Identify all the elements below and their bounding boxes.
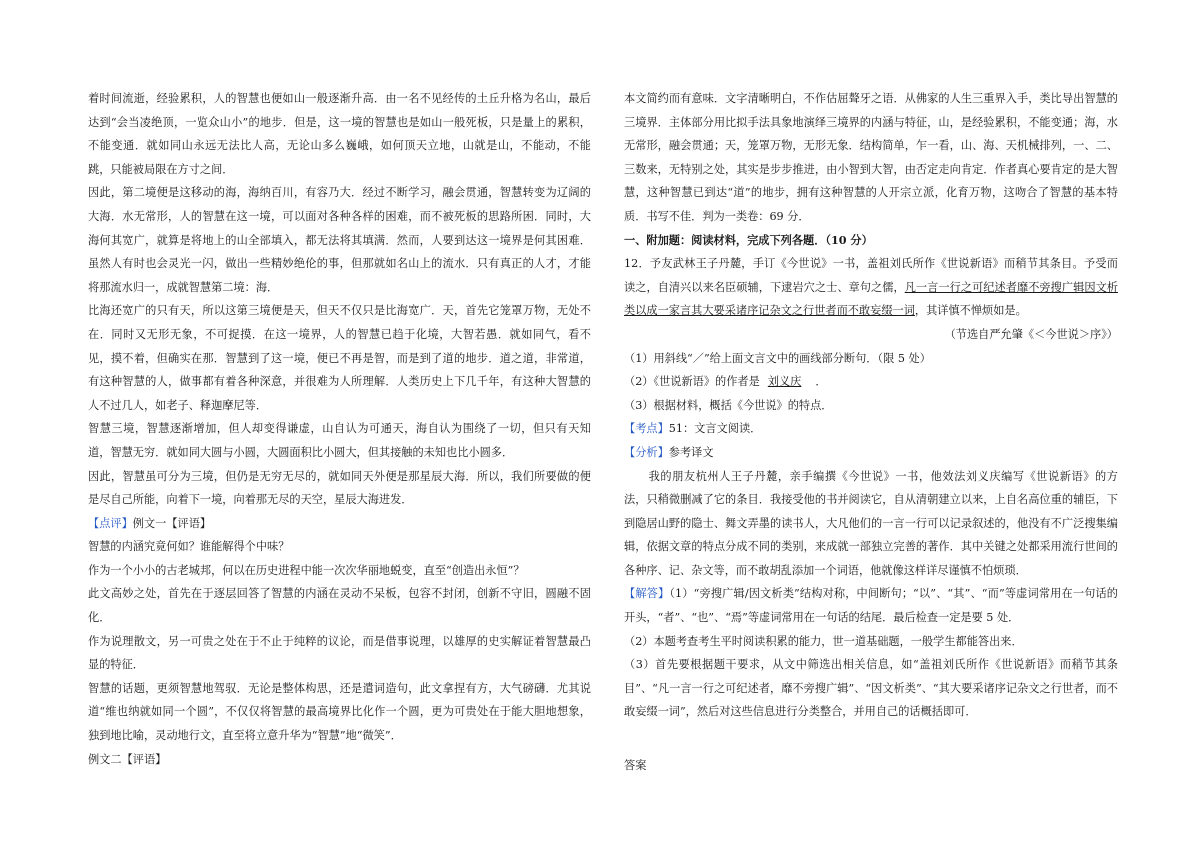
sub-question-3: （3）根据材料，概括《今世说》的特点． <box>624 398 833 412</box>
fenxi-tag: 【分析】 <box>624 445 669 459</box>
comment-paragraph-3: 此文高妙之处，首先在于逐层回答了智慧的内涵在灵动不呆板，包容不封闭，创新不守旧，圆融不固化． <box>88 587 591 625</box>
comment-paragraph-4: 作为说理散文，另一可贵之处在于不止于纯粹的议论，而是借事说理，以雄厚的史实解证着智慧最凸显的特征． <box>88 634 591 672</box>
essay-paragraph-3: 比海还宽广的只有天，所以这第三境便是天，但天不仅只是比海宽广．天，首先它笼罩万物，无处不在．同时又无形无象，不可捉摸．在这一境界，人的智慧已趋于化境，大智若愚．就如同气，看不见，摸不着，但确实在那．智慧到了这一境，便已不再是智，而是到了道的地步．道之道，非常道，有这种智慧的人，做事都有着各种深意，并很难为人所理解．人类历史上下几千年，有这种大智慧的人不过几人，如老子、释迦摩尼等． <box>88 304 591 412</box>
jieda-paragraph-2: （2）本题考查考生平时阅读积累的能力，世一道基础题，一般学生都能答出来． <box>624 634 1023 648</box>
essay-paragraph-4: 智慧三境，智慧逐渐增加，但人却变得谦虚，山自认为可通天，海自认为围绕了一切，但只有天知道，智慧无穷．就如同大圆与小圆，大圆面积比小圆大，但其接触的未知也比小圆多． <box>88 422 591 459</box>
translation-paragraph: 我的朋友杭州人王子丹麓，亲手编撰《今世说》一书，他效法刘义庆编写《世说新语》的方法，只稍微删减了它的条目．我接受他的书并阅读它，自从清朝建立以来，上自名高位重的辅臣，下到隐居山野的隐士、舞文弄墨的读书人，大凡他们的一言一行可以记录叙述的，他没有不广泛搜集编辑，依据文章的特点分成不同的类别，来成就一部独立完善的著作．其中关键之处都采用流行世间的各种序、记、杂文等，而不敢胡乱添加一个词语，他就像这样详尽谨慎不怕烦琐． <box>624 469 1118 577</box>
review-paragraph: 本文简约而有意味．文字清晰明白，不作估屈聱牙之语．从佛家的人生三重界入手，类比导出智慧的三境界．主体部分用比拟手法具象地演绎三境界的内涵与特征，山，是经验累积，不能变通；海，水无常形，融会贯通；天，笼罩万物，无形无象．结构简单，乍一看，山、海、天机械排列，一、二、三数来，无特别之处，其实是步步推进，由小智到大智，由否定走向肯定．作者真心要肯定的是大智慧，这种智慧已到达“道”的地步，拥有这种智慧的人开宗立派，化育万物，这吻合了智慧的基本特质．书写不佳．判为一类卷：69 分． <box>624 92 1118 223</box>
answer-label: 答案 <box>624 759 647 773</box>
fenxi-text: 参考译文 <box>668 445 714 459</box>
sub-question-2-suffix: ． <box>815 375 827 389</box>
fenxi-line <box>624 441 1118 465</box>
source-citation: （节选自严允肇《＜今世说＞序》） <box>944 327 1118 341</box>
question-12 <box>624 252 1118 323</box>
question-number: 12． <box>624 257 650 271</box>
jieda-paragraph-3: （3）首先要根据题干要求，从文中筛选出相关信息，如“盖祖刘氏所作《世说新语》而稍节其条目”、“凡一言一行之可纪述者，靡不旁搜广辑”、“因文析类”、“其大要采诸序记杂文之行世者，而不敢妄缀一词”，然后对这些信息进行分类整合，并用自己的话概括即可． <box>624 658 1118 719</box>
left-column <box>88 87 591 771</box>
question-text-b: ，其详慎不惮烦如是。 <box>914 304 1027 318</box>
sub-question-2-prefix: （2）《世说新语》的作者是 <box>624 375 760 389</box>
section-heading: 一、附加题：阅读材料，完成下列各题．（10 分） <box>624 232 873 247</box>
comment-heading-text: 例文一【评语】 <box>132 516 212 530</box>
spacer <box>624 724 1118 754</box>
essay-paragraph-2: 因此，第二境便是这移动的海，海纳百川，有容乃大．经过不断学习，融会贯通，智慧转变为辽阔的大海．水无常形，人的智慧在这一境，可以面对各种各样的困难，而不被死板的思路所困．同时，大海何其宽广，就算是将地上的山全部填入，都无法将其填满．然而，人要到达这一境界是何其困难．虽然人有时也会灵光一闪，做出一些精妙绝伦的事，但那就如名山上的流水．只有真正的人才，才能将那流水归一，成就智慧第二境：海． <box>88 186 591 294</box>
essay-paragraph-5: 因此，智慧虽可分为三境，但仍是无穷无尽的，就如同天外便是那星辰大海．所以，我们所要做的便是尽自己所能，向着下一境，向着那无尽的天空，星辰大海进发． <box>88 469 591 507</box>
sub-question-1: （1）用斜线“／”给上面文言文中的画线部分断句．（限 5 处） <box>624 351 931 365</box>
comment-paragraph-2: 作为一个小小的古老城邦，何以在历史进程中能一次次华丽地蜕变，直至“创造出永恒”？ <box>88 563 525 577</box>
jieda-tag: 【解答】 <box>624 587 670 601</box>
sub-question-2 <box>624 370 1118 394</box>
jieda-line <box>624 582 1118 629</box>
right-column <box>624 87 1118 778</box>
comment-tag: 【点评】 <box>88 516 133 530</box>
kaodian-text: 51：文言文阅读． <box>668 422 762 436</box>
kaodian-line <box>624 417 1118 441</box>
jieda-text: （1）“旁搜广辑/因文析类”结构对称，中间断句；“以”、“其”、“而”等虚词常用在一句话的开头，“者”、“也”、“焉”等虚词常用在一句话的结尾．最后检查一定是要 5 处． <box>624 587 1118 625</box>
comment-heading <box>88 512 591 536</box>
sub-question-2-answer: 刘义庆 <box>767 375 802 389</box>
essay-paragraph-1: 着时间流逝，经验累积，人的智慧也便如山一般逐渐升高．由一名不见经传的土丘升格为名山，最后达到“会当凌绝顶，一览众山小”的地步．但是，这一境的智慧也是如山一般死板，只是量上的累积，不能变通．就如同山永远无法比人高，无论山多么巍峨，如何顶天立地，山就是山，不能动，不能跳，只能被局限在方寸之间． <box>88 92 591 176</box>
example-two-heading: 例文二【评语】 <box>88 752 167 766</box>
comment-paragraph-1: 智慧的内涵究竟何如？谁能解得个中味？ <box>88 540 290 554</box>
kaodian-tag: 【考点】 <box>624 422 669 436</box>
comment-paragraph-5: 智慧的话题，更须智慧地驾驭．无论是整体构思，还是遣词造句，此文拿捏有方，大气磅礴．尤其说道“维也纳就如同一个圆”，不仅仅将智慧的最高境界比化作一个圆，更为可贵处在于能大胆地想象，独到地比喻，灵动地行文，直至将立意升华为“智慧”地“微笑”． <box>88 681 591 743</box>
underlined-passage: 凡一言一行之可纪述者靡不旁搜广辑因文析类以成一家言其大要采诸序记杂文之行世者而不敢妄缀一词 <box>624 280 1118 318</box>
question-text-a: 予友武林王子丹麓，手订《今世说》一书，盖祖刘氏所作《世说新语》而稍节其条目。予受而读之，自清兴以来名臣硕辅，下逮岩穴之士、章句之儒， <box>624 257 1118 294</box>
